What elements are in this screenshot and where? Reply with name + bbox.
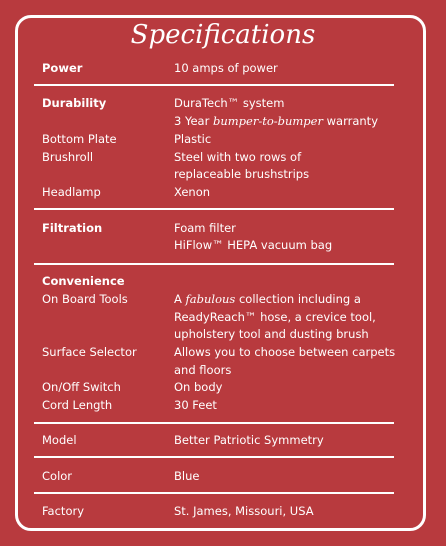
divider [34,422,394,424]
on-off-switch-value: On body [174,380,223,394]
factory-value: St. James, Missouri, USA [174,504,314,518]
warranty-emphasis: bumper-to-bumper [212,114,323,128]
headlamp-value: Xenon [174,185,211,199]
durability-warranty [174,113,378,131]
on-off-switch-label: On/Off Switch [42,380,121,394]
model-label: Model [42,433,77,447]
tools-text-end: collection including a [235,292,361,306]
tools-emphasis: fabulous [185,292,236,306]
warranty-text-end: warranty [322,114,378,128]
headlamp-label: Headlamp [42,185,101,199]
durability-system: DuraTech™ system [174,96,285,110]
page-title: Specifications [130,20,316,50]
divider [34,84,394,86]
power-label: Power [42,61,83,75]
warranty-text: 3 Year [174,114,213,128]
tools-text: A [174,292,186,306]
surface-selector-value-2: and floors [174,363,232,377]
color-value: Blue [174,469,200,483]
brushroll-value-2: replaceable brushstrips [174,167,310,181]
bottom-plate-value: Plastic [174,132,212,146]
on-board-tools-value-3: upholstery tool and dusting brush [174,327,369,341]
filtration-label: Filtration [42,221,103,235]
filtration-value-2: HiFlow™ HEPA vacuum bag [174,238,333,252]
cord-length-value: 30 Feet [174,398,217,412]
factory-label: Factory [42,504,85,518]
on-board-tools-value-2: ReadyReach™ hose, a crevice tool, [174,310,376,324]
surface-selector-label: Surface Selector [42,345,137,359]
cord-length-label: Cord Length [42,398,113,412]
power-value: 10 amps of power [174,61,278,75]
divider [34,492,394,494]
brushroll-label: Brushroll [42,150,94,164]
divider [34,263,394,265]
convenience-label: Convenience [42,274,125,288]
model-value: Better Patriotic Symmetry [174,433,324,447]
surface-selector-value-1: Allows you to choose between carpets [174,345,396,359]
brushroll-value-1: Steel with two rows of [174,150,302,164]
filtration-value-1: Foam filter [174,221,236,235]
color-label: Color [42,469,73,483]
divider [34,456,394,458]
divider [34,208,394,210]
on-board-tools-label: On Board Tools [42,292,128,306]
bottom-plate-label: Bottom Plate [42,132,117,146]
on-board-tools-value-1 [174,291,361,309]
durability-label: Durability [42,96,107,110]
